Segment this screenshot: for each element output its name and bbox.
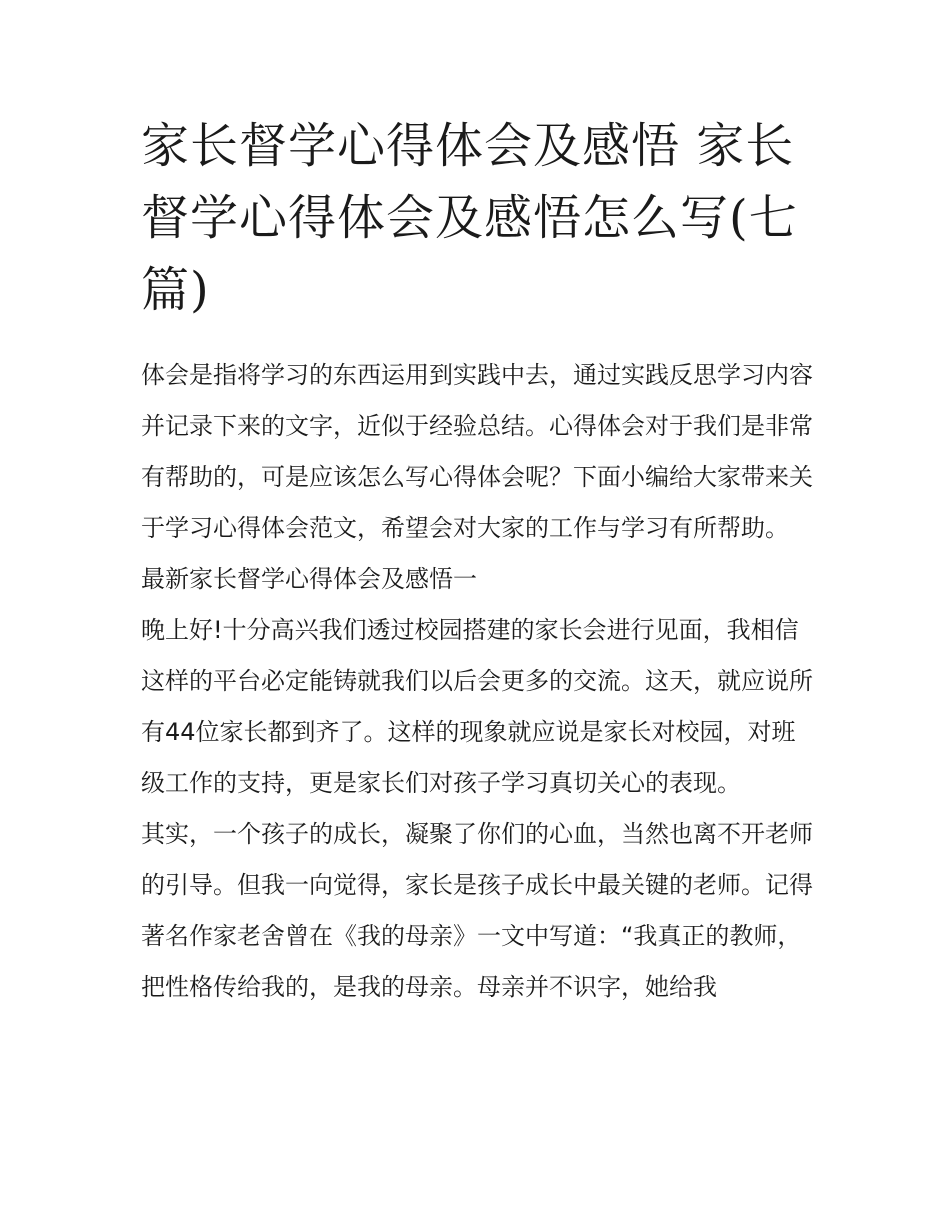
intro-paragraph: 体会是指将学习的东西运用到实践中去，通过实践反思学习内容并记录下来的文字，近似于经验总结。心得体会对于我们是非常有帮助的，可是应该怎么写心得体会呢？下面小编给大家带来关于学习心得体会范文，希望会对大家的工作与学习有所帮助。 (141, 361, 813, 542)
body-paragraph: 晚上好!十分高兴我们透过校园搭建的家长会进行见面，我相信这样的平台必定能铸就我们以后会更多的交流。这天，就应说所有44位家长都到齐了。这样的现象就应说是家长对校园，对班级工作的支持，更是家长们对孩子学习真切关心的表现。 (141, 616, 813, 797)
document-content (141, 110, 813, 1013)
document-body (141, 350, 813, 1013)
section-heading: 最新家长督学心得体会及感悟一 (141, 565, 477, 593)
document-title: 家长督学心得体会及感悟 家长督学心得体会及感悟怎么写(七篇) (141, 118, 798, 318)
body-paragraph: 其实，一个孩子的成长，凝聚了你们的心血，当然也离不开老师的引导。但我一向觉得，家长是孩子成长中最关键的老师。记得著名作家老舍曾在《我的母亲》一文中写道：“我真正的教师，把性格传给我的，是我的母亲。母亲并不识字，她给我 (141, 820, 813, 1001)
